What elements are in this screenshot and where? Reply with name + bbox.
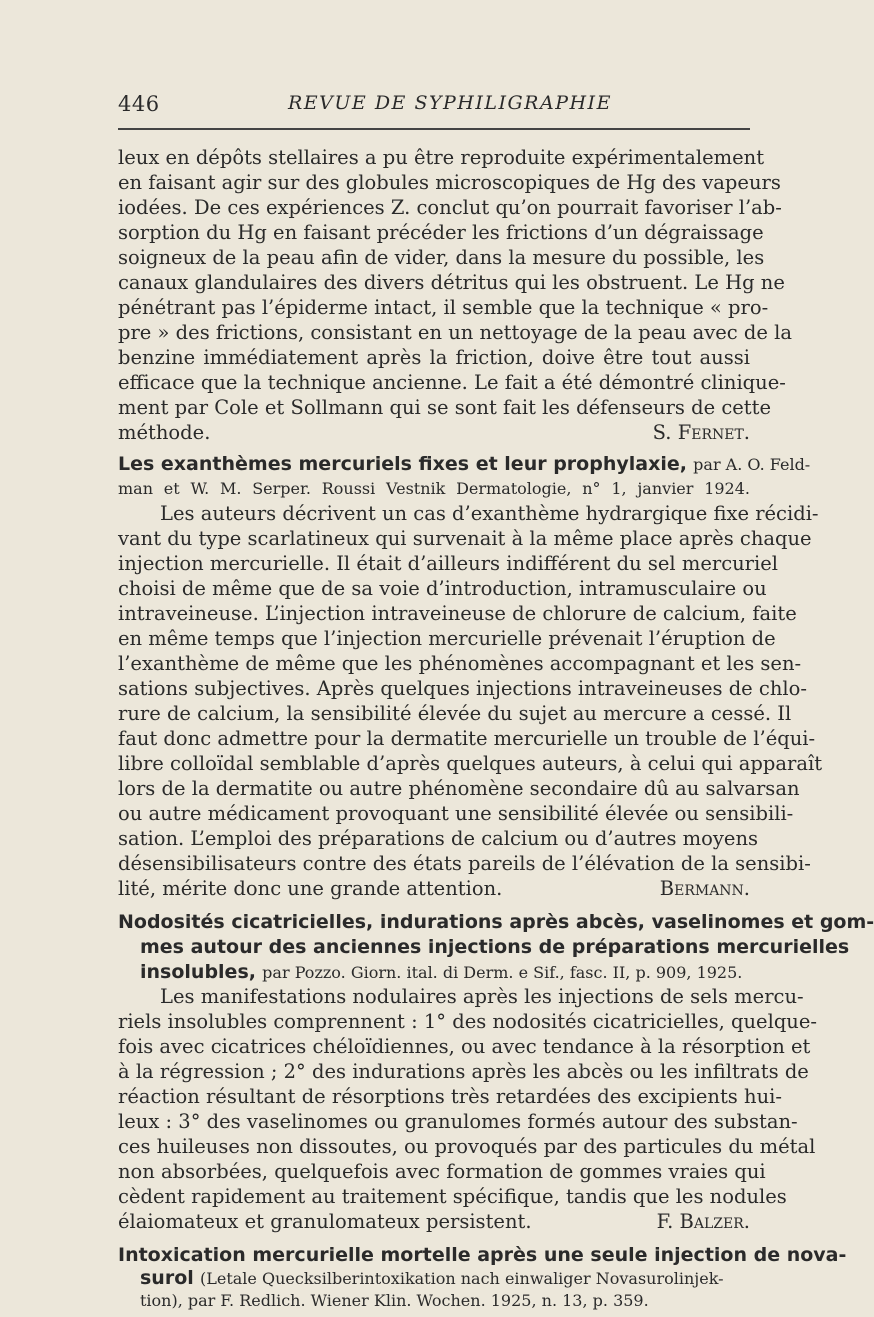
text-line: lors de la dermatite ou autre phénomène secondaire dû au salvarsan: [118, 777, 800, 800]
text-line: injection mercurielle. Il était d’ailleurs indifférent du sel mercuriel: [118, 552, 779, 575]
text-line: faut donc admettre pour la dermatite mercurielle un trouble de l’équi-: [118, 727, 816, 750]
text-line: soigneux de la peau afin de vider, dans la mesure du possible, les: [118, 246, 765, 269]
article-title: mes autour des anciennes injections de préparations mercurielles: [140, 936, 850, 958]
text-line: lité, mérite donc une grande attention.: [118, 877, 503, 900]
article-title-text: Les exanthèmes mercuriels fixes et leur prophylaxie,: [118, 453, 687, 475]
text-line: vant du type scarlatineux qui survenait à la même place après chaque: [118, 527, 812, 550]
text-line: réaction résultant de résorptions très retardées des excipients hui-: [118, 1085, 782, 1108]
text-line: rure de calcium, la sensibilité élevée du sujet au mercure a cessé. Il: [118, 702, 792, 725]
article-title: [140, 960, 750, 986]
author-signature: S. Fernet.: [652, 421, 750, 444]
text-line: intraveineuse. L’injection intraveineuse de chlorure de calcium, faite: [118, 602, 797, 625]
text-line: sorption du Hg en faisant précéder les frictions d’un dégraissage: [118, 221, 764, 244]
text-line: fois avec cicatrices chéloïdiennes, ou avec tendance à la résorption et: [118, 1035, 811, 1058]
text-line: élaiomateux et granulomateux persistent.: [118, 1210, 532, 1233]
text-line: leux en dépôts stellaires a pu être reproduite expérimentalement: [118, 146, 765, 169]
text-line: iodées. De ces expériences Z. conclut qu’on pourrait favoriser l’ab-: [118, 196, 782, 219]
text-line: benzine immédiatement après la friction, doive être tout aussi: [118, 346, 750, 369]
text-line: pénétrant pas l’épiderme intact, il semble que la technique « pro-: [118, 296, 769, 319]
text-line: méthode.: [118, 421, 211, 444]
article-citation: par Pozzo. Giorn. ital. di Derm. e Sif., fasc. II, p. 909, 1925.: [262, 963, 743, 982]
article-title: Intoxication mercurielle mortelle après une seule injection de nova-: [118, 1244, 847, 1266]
header-rule: [118, 128, 750, 130]
article-subtitle: (Letale Quecksilberintoxikation nach einwaliger Novasurolinjek-: [199, 1269, 724, 1288]
text-line: Les manifestations nodulaires après les injections de sels mercu-: [160, 985, 804, 1008]
text-line: pre » des frictions, consistant en un nettoyage de la peau avec de la: [118, 321, 792, 344]
article-byline: par A. O. Feld-: [693, 455, 811, 474]
text-line: ment par Cole et Sollmann qui se sont fait les défenseurs de cette: [118, 396, 771, 419]
text-line: à la régression ; 2° des indurations après les abcès ou les infiltrats de: [118, 1060, 809, 1083]
text-line: riels insolubles comprennent : 1° des nodosités cicatricielles, quelque-: [118, 1010, 817, 1033]
article-citation: tion), par F. Redlich. Wiener Klin. Wochen. 1925, n. 13, p. 359.: [140, 1291, 649, 1310]
text-line: l’exanthème de même que les phénomènes accompagnant et les sen-: [118, 652, 802, 675]
text-line: non absorbées, quelquefois avec formation de gommes vraies qui: [118, 1160, 766, 1183]
article-title-text: insolubles,: [140, 961, 256, 983]
page-header: [118, 92, 750, 122]
text-line: choisi de même que de sa voie d’introduction, intramusculaire ou: [118, 577, 767, 600]
article-citation: man et W. M. Serper. Roussi Vestnik Dermatologie, n° 1, janvier 1924.: [118, 479, 750, 498]
text-line: leux : 3° des vaselinomes ou granulomes formés autour des substan-: [118, 1110, 798, 1133]
text-line: sation. L’emploi des préparations de calcium ou d’autres moyens: [118, 827, 759, 850]
article-title: Nodosités cicatricielles, indurations après abcès, vaselinomes et gom-: [118, 911, 874, 933]
text-line: libre colloïdal semblable d’après quelques auteurs, à celui qui apparaît: [118, 752, 823, 775]
article-title: [118, 452, 811, 478]
text-line: en même temps que l’injection mercurielle prévenait l’éruption de: [118, 627, 776, 650]
text-line: ou autre médicament provoquant une sensibilité élevée ou sensibili-: [118, 802, 794, 825]
page-number: 446: [118, 92, 160, 116]
text-line: cèdent rapidement au traitement spécifique, tandis que les nodules: [118, 1185, 787, 1208]
author-signature: Bermann.: [659, 877, 750, 900]
text-line: Les auteurs décrivent un cas d’exanthème hydrargique fixe récidi-: [160, 502, 819, 525]
text-line: efficace que la technique ancienne. Le fait a été démontré clinique-: [118, 371, 786, 394]
text-line: sations subjectives. Après quelques injections intraveineuses de chlo-: [118, 677, 807, 700]
author-signature: F. Balzer.: [656, 1210, 750, 1233]
text-line: ces huileuses non dissoutes, ou provoqués par des particules du métal: [118, 1135, 816, 1158]
text-line: désensibilisateurs contre des états pareils de l’élévation de la sensibi-: [118, 852, 811, 875]
article-title-text: surol: [140, 1267, 194, 1289]
text-line: en faisant agir sur des globules microscopiques de Hg des vapeurs: [118, 171, 781, 194]
text-line: canaux glandulaires des divers détritus qui les obstruent. Le Hg ne: [118, 271, 785, 294]
running-title: REVUE DE SYPHILIGRAPHIE: [288, 92, 612, 114]
